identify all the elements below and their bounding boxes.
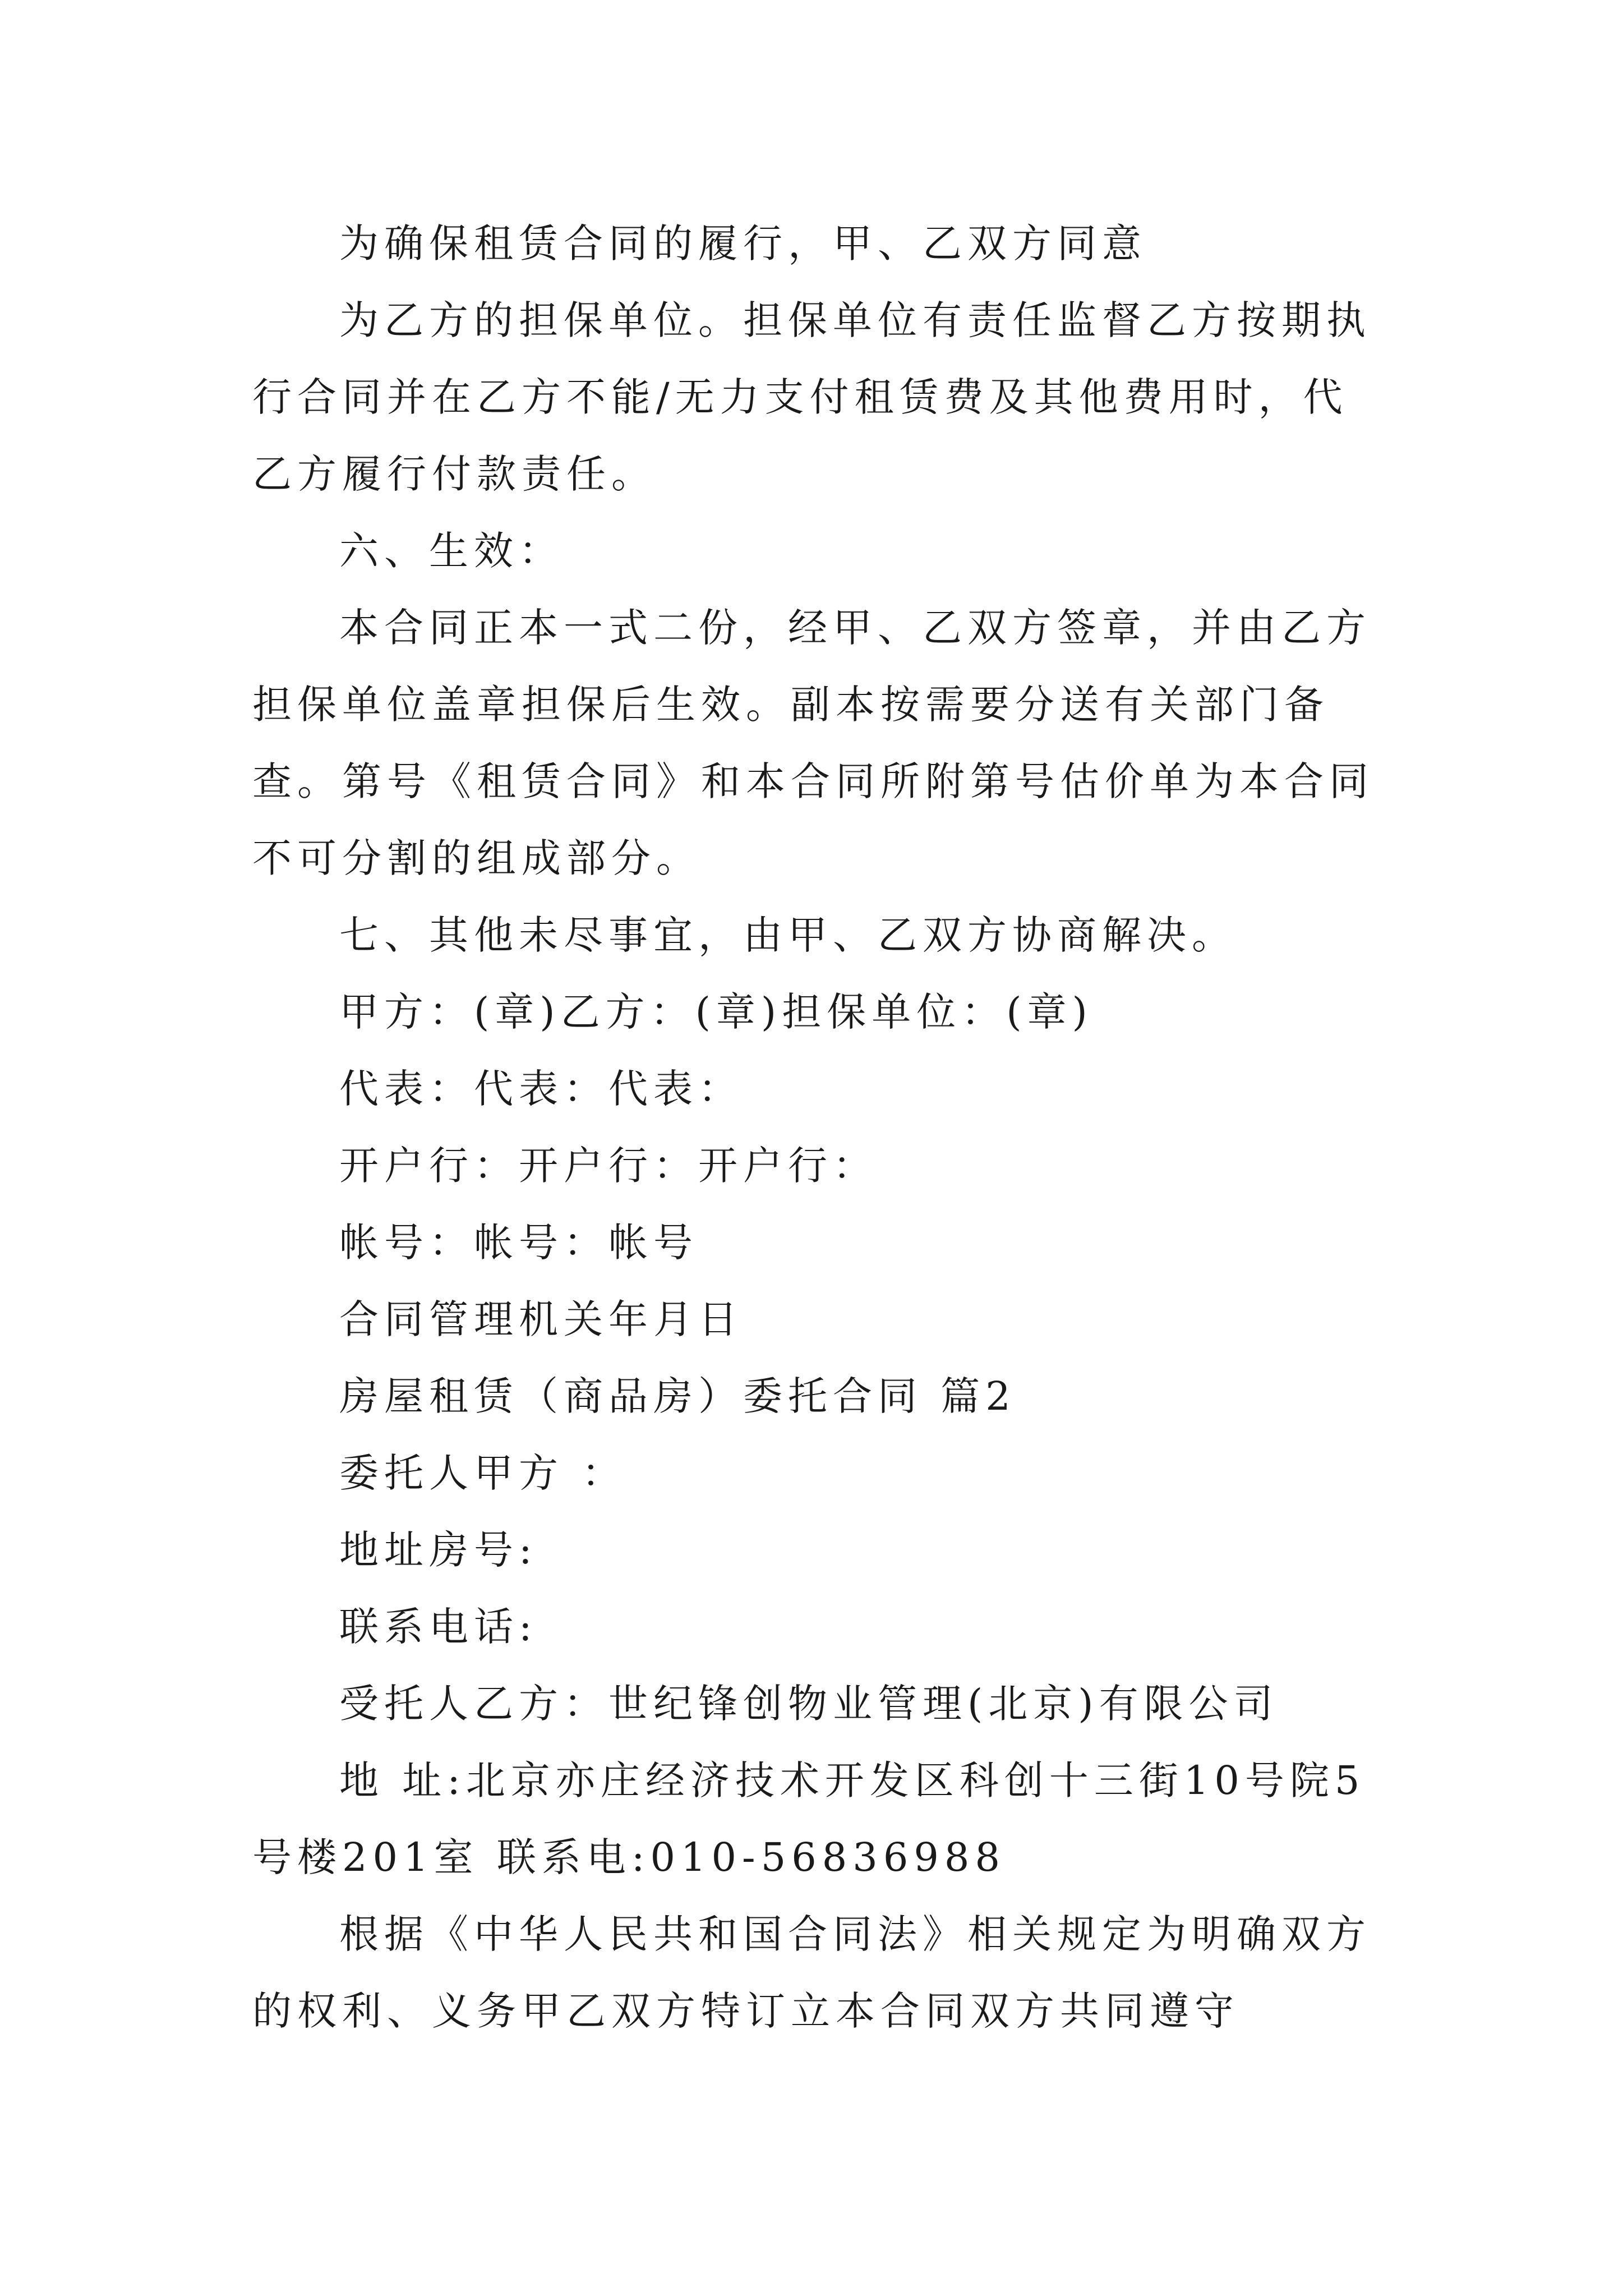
paragraph-guarantee-intro: 为确保租赁合同的履行，甲、乙双方同意	[339, 220, 1147, 266]
agent-party-b-line: 受托人乙方：世纪锋创物业管理(北京)有限公司	[339, 1681, 1279, 1727]
signature-seals-line: 甲方：(章)乙方：(章)担保单位：(章)	[339, 989, 1093, 1035]
signature-banks-line: 开户行：开户行：开户行：	[339, 1143, 878, 1189]
paragraph-effect-terms: 本合同正本一式二份，经甲、乙双方签章，并由乙方担保单位盖章担保后生效。副本按需要分送有关部门备查。第号《租赁合同》和本合同所附第号估价单为本合同不可分割的组成部分。	[252, 605, 1374, 881]
signature-representatives-line: 代表：代表：代表：	[339, 1066, 743, 1112]
paragraph-guarantor-duty: 为乙方的担保单位。担保单位有责任监督乙方按期执行合同并在乙方不能/无力支付租赁费及其他费用时，代乙方履行付款责任。	[252, 297, 1371, 497]
contract-authority-date-line: 合同管理机关年月日	[339, 1296, 743, 1342]
contact-phone-line: 联系电话:	[339, 1604, 538, 1650]
principal-party-a-line: 委托人甲方 ：	[339, 1450, 627, 1496]
section-title-part2: 房屋租赁（商品房）委托合同 篇2	[339, 1373, 1016, 1419]
section-heading-effect: 六、生效：	[339, 528, 564, 574]
paragraph-legal-basis: 根据《中华人民共和国合同法》相关规定为明确双方的权利、义务甲乙双方特订立本合同双方共同遵守	[252, 1911, 1371, 2034]
address-room-line: 地址房号:	[339, 1527, 538, 1573]
section-heading-other-matters: 七、其他未尽事宜，由甲、乙双方协商解决。	[339, 912, 1237, 958]
signature-accounts-line: 帐号：帐号：帐号	[339, 1220, 698, 1266]
agent-address-line: 地 址:北京亦庄经济技术开发区科创十三街10号院5号楼201室 联系电:010-56836988	[252, 1757, 1366, 1880]
